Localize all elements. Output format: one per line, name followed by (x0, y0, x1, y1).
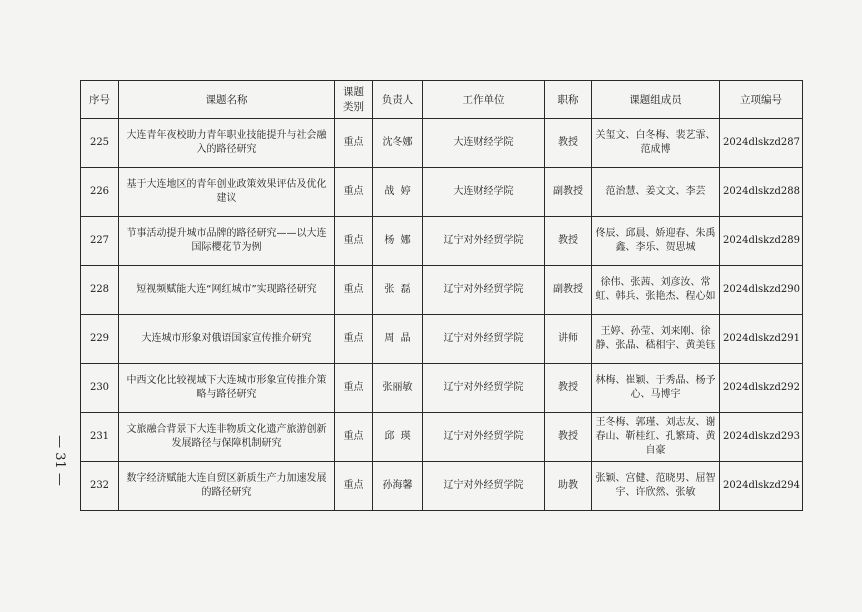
project-table (80, 80, 803, 511)
row-seq: 230 (81, 364, 119, 413)
row-rank: 副教授 (545, 266, 592, 315)
row-code: 2024dlskzd292 (720, 364, 803, 413)
row-seq: 232 (81, 462, 119, 511)
row-members: 林梅、崔颖、于秀晶、杨予心、马博宇 (592, 364, 720, 413)
row-rank: 教授 (545, 364, 592, 413)
header-code: 立项编号 (720, 81, 803, 119)
row-code: 2024dlskzd294 (720, 462, 803, 511)
header-unit: 工作单位 (423, 81, 545, 119)
row-title: 数字经济赋能大连自贸区新质生产力加速发展的路径研究 (119, 462, 335, 511)
row-leader: 杨 娜 (373, 217, 423, 266)
page-number (48, 430, 70, 490)
row-leader: 张 磊 (373, 266, 423, 315)
row-category: 重点 (335, 168, 373, 217)
table-row (81, 315, 803, 364)
row-title: 大连青年夜校助力青年职业技能提升与社会融入的路径研究 (119, 119, 335, 168)
row-code: 2024dlskzd289 (720, 217, 803, 266)
row-members: 范治慧、姜文文、李芸 (592, 168, 720, 217)
row-seq: 226 (81, 168, 119, 217)
header-leader: 负责人 (373, 81, 423, 119)
row-seq: 228 (81, 266, 119, 315)
row-rank: 助教 (545, 462, 592, 511)
header-title: 课题名称 (119, 81, 335, 119)
row-members: 王婷、孙莹、刘来刚、徐静、张晶、嵇相宇、黄美钰 (592, 315, 720, 364)
table-row (81, 119, 803, 168)
row-title: 中西文化比较视域下大连城市形象宣传推介策略与路径研究 (119, 364, 335, 413)
row-rank: 教授 (545, 217, 592, 266)
row-members: 张颖、宫健、范晓男、屈智宇、许欣然、张敏 (592, 462, 720, 511)
row-code: 2024dlskzd293 (720, 413, 803, 462)
row-category: 重点 (335, 119, 373, 168)
table-row (81, 462, 803, 511)
row-title: 节事活动提升城市品牌的路径研究——以大连国际樱花节为例 (119, 217, 335, 266)
row-category: 重点 (335, 364, 373, 413)
page-number-text: — 31 — (51, 434, 67, 486)
row-rank: 讲师 (545, 315, 592, 364)
header-rank: 职称 (545, 81, 592, 119)
header-category: 课题 类别 (335, 81, 373, 119)
row-seq: 231 (81, 413, 119, 462)
table-row (81, 217, 803, 266)
row-title: 基于大连地区的青年创业政策效果评估及优化建议 (119, 168, 335, 217)
header-seq: 序号 (81, 81, 119, 119)
row-code: 2024dlskzd291 (720, 315, 803, 364)
row-leader: 孙海馨 (373, 462, 423, 511)
row-leader: 周 晶 (373, 315, 423, 364)
row-leader: 战 婷 (373, 168, 423, 217)
table-row (81, 168, 803, 217)
row-title: 短视频赋能大连“网红城市”实现路径研究 (119, 266, 335, 315)
row-unit: 辽宁对外经贸学院 (423, 217, 545, 266)
row-members: 佟辰、邱晨、娇迎春、朱禹鑫、李乐、贺思城 (592, 217, 720, 266)
row-unit: 辽宁对外经贸学院 (423, 364, 545, 413)
table-row (81, 364, 803, 413)
row-seq: 227 (81, 217, 119, 266)
row-code: 2024dlskzd290 (720, 266, 803, 315)
row-category: 重点 (335, 217, 373, 266)
row-category: 重点 (335, 413, 373, 462)
row-leader: 沈冬娜 (373, 119, 423, 168)
table-row (81, 266, 803, 315)
row-title: 大连城市形象对俄语国家宣传推介研究 (119, 315, 335, 364)
row-seq: 229 (81, 315, 119, 364)
row-unit: 辽宁对外经贸学院 (423, 266, 545, 315)
row-unit: 辽宁对外经贸学院 (423, 413, 545, 462)
table-row (81, 413, 803, 462)
row-category: 重点 (335, 315, 373, 364)
row-unit: 辽宁对外经贸学院 (423, 462, 545, 511)
row-members: 关玺文、白冬梅、裴艺霏、范成博 (592, 119, 720, 168)
row-category: 重点 (335, 266, 373, 315)
row-rank: 教授 (545, 413, 592, 462)
row-rank: 教授 (545, 119, 592, 168)
row-seq: 225 (81, 119, 119, 168)
row-unit: 大连财经学院 (423, 168, 545, 217)
row-category: 重点 (335, 462, 373, 511)
row-leader: 邱 瑛 (373, 413, 423, 462)
row-title: 文旅融合背景下大连非物质文化遗产旅游创新发展路径与保障机制研究 (119, 413, 335, 462)
header-row (81, 81, 803, 119)
row-leader: 张丽敏 (373, 364, 423, 413)
header-members: 课题组成员 (592, 81, 720, 119)
row-code: 2024dlskzd288 (720, 168, 803, 217)
row-rank: 副教授 (545, 168, 592, 217)
row-code: 2024dlskzd287 (720, 119, 803, 168)
row-unit: 辽宁对外经贸学院 (423, 315, 545, 364)
row-unit: 大连财经学院 (423, 119, 545, 168)
row-members: 徐伟、张茜、刘彦汝、常虹、韩兵、张艳杰、程心如 (592, 266, 720, 315)
row-members: 王冬梅、郭瑾、刘志友、谢春山、靳桂红、孔繁琦、黄自豪 (592, 413, 720, 462)
